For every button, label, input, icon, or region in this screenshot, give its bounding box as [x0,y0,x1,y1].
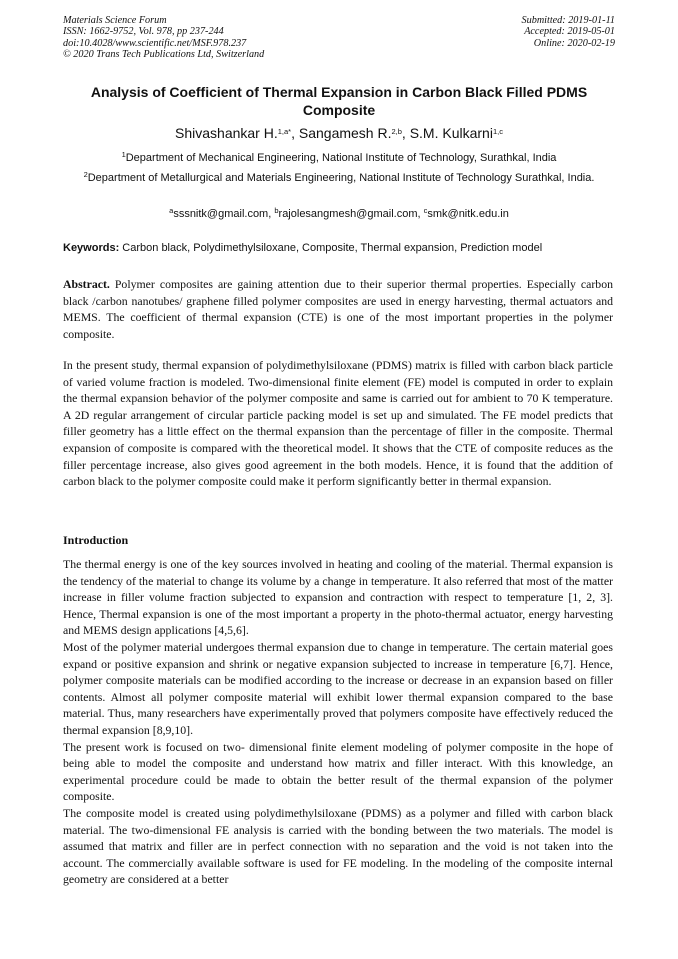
submission-dates [522,15,615,49]
author-separator: , [401,125,410,141]
affiliation-text: Department of Mechanical Engineering, National Institute of Technology, Surathkal, India [125,152,557,164]
email-address[interactable]: rajolesangmesh@gmail.com [278,208,418,220]
affiliation-superscript: 1 [121,150,126,159]
submitted-date: Submitted: 2019-01-11 [521,15,615,26]
keywords [63,241,623,256]
intro-paragraph: The composite model is created using polydimethylsiloxane (PDMS) as a polymer and filled with carbon black material. The two-dimensional FE analysis is carried with the bonding between the two materials. The model is assumed that matrix and filler are in perfect connection with no separation and the void is not taken into the account. The commercially available software is used for FE modeling. In the modeling of the composite internal geometry are considered at a better [63,805,613,887]
journal-name: Materials Science Forum [63,15,167,26]
author-separator: , [291,125,299,141]
author-name: Shivashankar H. [175,125,278,141]
intro-paragraph: The present work is focused on two- dimensional finite element modeling of polymer composite in the hope of being able to model the composite and understand how matrix and filler interact. With this knowledge, an experimental procedure could be made to obtain the better result of the thermal expansion of the polymer composite. [63,739,613,804]
introduction-heading: Introduction [63,533,129,547]
intro-paragraph: The thermal energy is one of the key sources involved in heating and cooling of the material. Thermal expansion is the tendency of the material to change its volume by a change in temperature. It also referred that most of the matter increase in filler volume fraction subjected to expansion and contraction with respect to temperature [1, 2, 3]. Hence, Thermal expansion is one of the most important a property in the photo-thermal actuator, energy harvesting and MEMS design applications [4,5,6]. [63,557,613,638]
journal-info [63,15,264,61]
author-list [40,124,638,142]
author-name: S.M. Kulkarni [409,125,493,141]
email-list [63,207,615,222]
online-date: Online: 2020-02-19 [533,37,615,49]
email-superscript: a [169,206,174,215]
author-superscript: 1,c [492,127,503,136]
abstract-label: Abstract. [63,277,110,291]
affiliation-superscript: 2 [83,170,88,179]
email-superscript: c [423,206,428,215]
email-separator: , [268,208,275,220]
doi-line: doi:10.4028/www.scientific.net/MSF.978.237 [63,37,247,49]
author-name: Sangamesh R. [298,125,392,141]
present-study-paragraph: In the present study, thermal expansion of polydimethylsiloxane (PDMS) matrix is filled with carbon black particle of varied volume fraction is modeled. Two-dimensional finite element (FE) model is computed in order to explain the thermal expansion behavior of the polymer composite and same is carried out for ambient to 70 K temperature. A 2D regular arrangement of circular particle packing model is set up and simulated. The FE model predicts that filler geometry has a little effect on the thermal expansion than the percentage of filler in the composite. Thermal expansion of composite is compared with the theoretical model. It shows that the CTE of composite reduces as the filler percentage increase, also gives good agreement in the both models. Hence, it is found that the addition of carbon black to the polymer composite could make it perform significantly better in thermal expansion. [63,358,613,489]
affiliation-2 [63,171,615,187]
introduction-body [63,556,613,888]
accepted-date: Accepted: 2019-05-01 [524,26,615,38]
copyright-line: © 2020 Trans Tech Publications Ltd, Switzerland [63,49,265,61]
paper-title: Analysis of Coefficient of Thermal Expansion in Carbon Black Filled PDMS Composite [90,84,588,118]
issn-line: ISSN: 1662-9752, Vol. 978, pp 237-244 [63,26,224,38]
affiliation-text: Department of Metallurgical and Materials Engineering, National Institute of Technology Surathkal, India. [87,172,595,184]
email-separator: , [417,208,424,220]
keywords-label: Keywords: [63,242,120,254]
keywords-text: Carbon black, Polydimethylsiloxane, Composite, Thermal expansion, Prediction model [119,242,543,254]
email-address[interactable]: smk@nitk.edu.in [427,208,509,220]
author-superscript: 1,a* [277,127,292,136]
affiliation-1 [63,151,615,167]
author-superscript: 2,b [391,127,402,136]
intro-paragraph: Most of the polymer material undergoes thermal expansion due to change in temperature. The certain material goes expand or positive expansion and shrink or negative expansion subjected to increase in temperature [6,7]. Hence, polymer composite materials can be modified according to the increase or decrease in an expansion based on filler contents. Almost all polymer composite material will exhibit lower thermal expansion compared to the base material. Thus, many researchers have experimentally proved that polymers composite have effectively reduced the thermal expansion [8,9,10]. [63,639,613,737]
email-superscript: b [274,206,279,215]
abstract [63,276,613,342]
email-address[interactable]: sssnitk@gmail.com [173,208,269,220]
abstract-text: Polymer composites are gaining attention due to their superior thermal properties. Especially carbon black /carbon nanotubes/ graphene filled polymer composites are used in energy harvesting, thermal actuators and MEMS. The coefficient of thermal expansion (CTE) is one of the most important properties in the polymer composite. [63,277,613,341]
